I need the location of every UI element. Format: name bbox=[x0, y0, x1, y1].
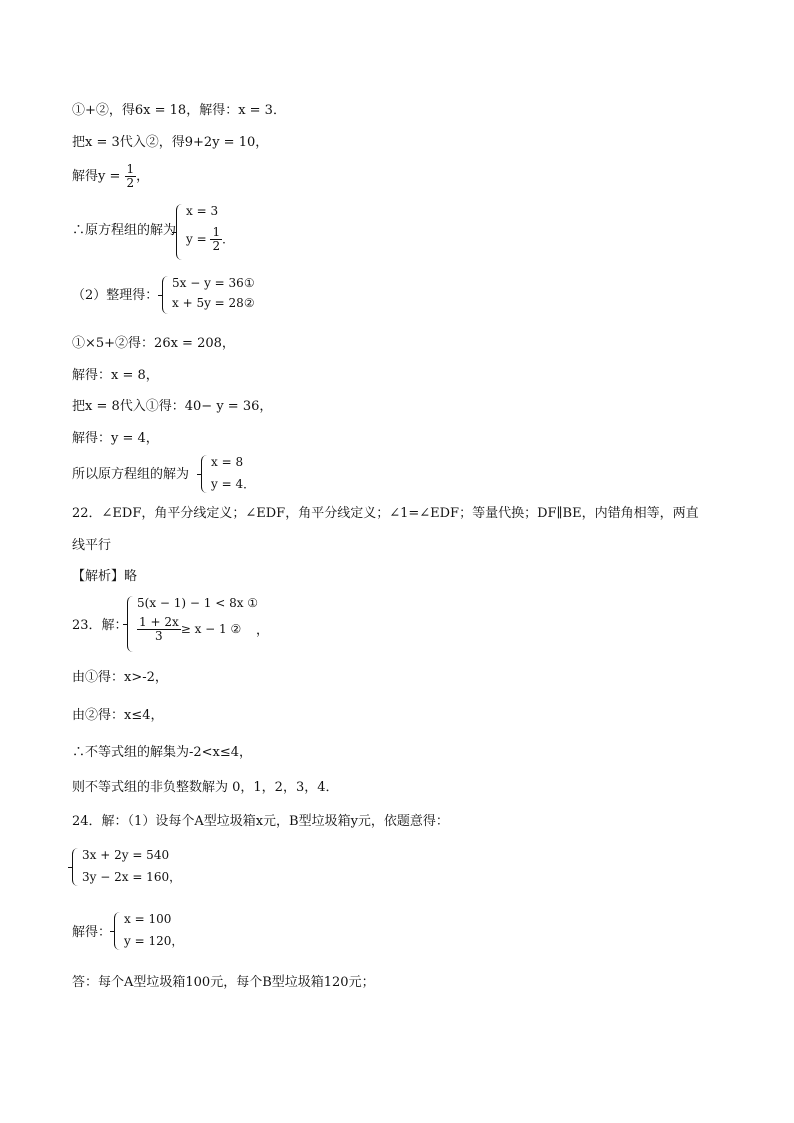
system-row-2 bbox=[124, 932, 183, 949]
answer-24-heading: 24．解：（1）设每个A型垃圾箱x元，B型垃圾箱y元，依题意得： bbox=[72, 814, 449, 829]
fraction-numerator: 1 + 2x bbox=[139, 615, 179, 629]
inequality-row-1: 5(x − 1) − 1 < 8x ① bbox=[137, 596, 259, 610]
inequality-row-2 bbox=[137, 616, 241, 643]
fraction-one-half bbox=[125, 163, 137, 190]
fraction-denominator: 2 bbox=[126, 176, 135, 190]
text-prefix: 解得： bbox=[72, 925, 112, 940]
equation-system-3 bbox=[201, 455, 271, 493]
system-row-1: x = 3 bbox=[186, 204, 219, 218]
solution-line-system-result-1 bbox=[72, 222, 176, 240]
solution-line-system-result-2 bbox=[72, 466, 189, 484]
text-prefix: （2）整理得： bbox=[72, 288, 159, 303]
brace-icon bbox=[72, 848, 79, 886]
fraction-numerator: 1 bbox=[126, 162, 135, 176]
text-suffix: ， bbox=[136, 169, 150, 184]
system-row-2 bbox=[82, 868, 181, 885]
system-row-text: y = 120 bbox=[124, 934, 172, 948]
fraction-one-plus-2x-over-3 bbox=[137, 616, 181, 643]
equation-system-2 bbox=[162, 276, 272, 314]
answer-24-conclusion: 答：每个A型垃圾箱100元，每个B型垃圾箱120元； bbox=[72, 975, 375, 990]
solution-line-substitute-x-8: 把x = 8代入①得：40− y = 36， bbox=[72, 399, 273, 414]
fraction-denominator: 2 bbox=[212, 239, 221, 253]
text-prefix: y = bbox=[186, 232, 211, 246]
equation-system-4 bbox=[72, 848, 182, 886]
brace-icon bbox=[162, 276, 169, 314]
answer-23-line-2: 由②得：x≤4， bbox=[72, 708, 164, 723]
solution-line-solve-x: 解得：x = 8， bbox=[72, 368, 159, 383]
text-prefix: 所以原方程组的解为 bbox=[72, 467, 190, 482]
system-row-1: x = 100 bbox=[124, 912, 172, 926]
equation-system-5 bbox=[114, 912, 194, 950]
system-row-1: x = 8 bbox=[211, 455, 244, 469]
solution-line-add-equations: ①+②，得6x = 18，解得：x = 3． bbox=[72, 103, 286, 118]
answer-22-line-2: 线平行 bbox=[72, 538, 112, 553]
answer-23-heading bbox=[72, 617, 128, 635]
answer-24-solve-label bbox=[72, 924, 111, 942]
text-prefix: 23．解： bbox=[72, 618, 128, 633]
system-row-2: x + 5y = 28② bbox=[172, 296, 255, 310]
system-row-text: 3y − 2x = 160 bbox=[82, 870, 170, 884]
text-suffix: ． bbox=[222, 232, 235, 246]
solution-line-rearrange bbox=[72, 287, 158, 305]
solution-line-eliminate: ①×5+②得：26x = 208， bbox=[72, 336, 235, 351]
text-prefix: ∴原方程组的解为 bbox=[72, 223, 177, 238]
solution-line-substitute-x: 把x = 3代入②，得9+2y = 10， bbox=[72, 135, 269, 150]
fraction-one-half bbox=[210, 226, 222, 253]
text-prefix: 解得y = bbox=[72, 169, 125, 184]
inequality-rest: ≥ x − 1 ② bbox=[180, 622, 242, 636]
text-suffix: ． bbox=[243, 477, 256, 491]
analysis-label: 【解析】略 bbox=[72, 569, 138, 584]
system-row-1: 5x − y = 36① bbox=[172, 276, 255, 290]
equation-system-1 bbox=[176, 204, 256, 260]
answer-23-line-3: ∴不等式组的解集为-2<x≤4， bbox=[72, 745, 253, 760]
brace-icon bbox=[127, 596, 134, 652]
answer-23-line-1: 由①得：x>-2， bbox=[72, 670, 168, 685]
answer-23-line-4: 则不等式组的非负整数解为 0，1，2，3，4． bbox=[72, 780, 339, 795]
brace-icon bbox=[176, 204, 183, 260]
system-row-2 bbox=[186, 226, 234, 253]
brace-icon bbox=[114, 912, 121, 950]
system-row-2 bbox=[211, 475, 255, 492]
answer-22-line-1: 22．∠EDF，角平分线定义；∠EDF，角平分线定义；∠1=∠EDF；等量代换；DF∥BE，内错角相等，两直 bbox=[72, 506, 699, 521]
brace-icon bbox=[201, 455, 208, 493]
fraction-denominator: 3 bbox=[155, 629, 163, 643]
system-row-text: y = 4 bbox=[211, 477, 244, 491]
text-suffix: ， bbox=[169, 870, 182, 884]
text-suffix: ， bbox=[171, 934, 184, 948]
fraction-numerator: 1 bbox=[212, 225, 221, 239]
system-row-1: 3x + 2y = 540 bbox=[82, 848, 170, 862]
solution-line-solve-y-4: 解得：y = 4， bbox=[72, 431, 159, 446]
text-suffix: ， bbox=[256, 623, 270, 638]
solution-line-solve-y bbox=[72, 160, 149, 194]
